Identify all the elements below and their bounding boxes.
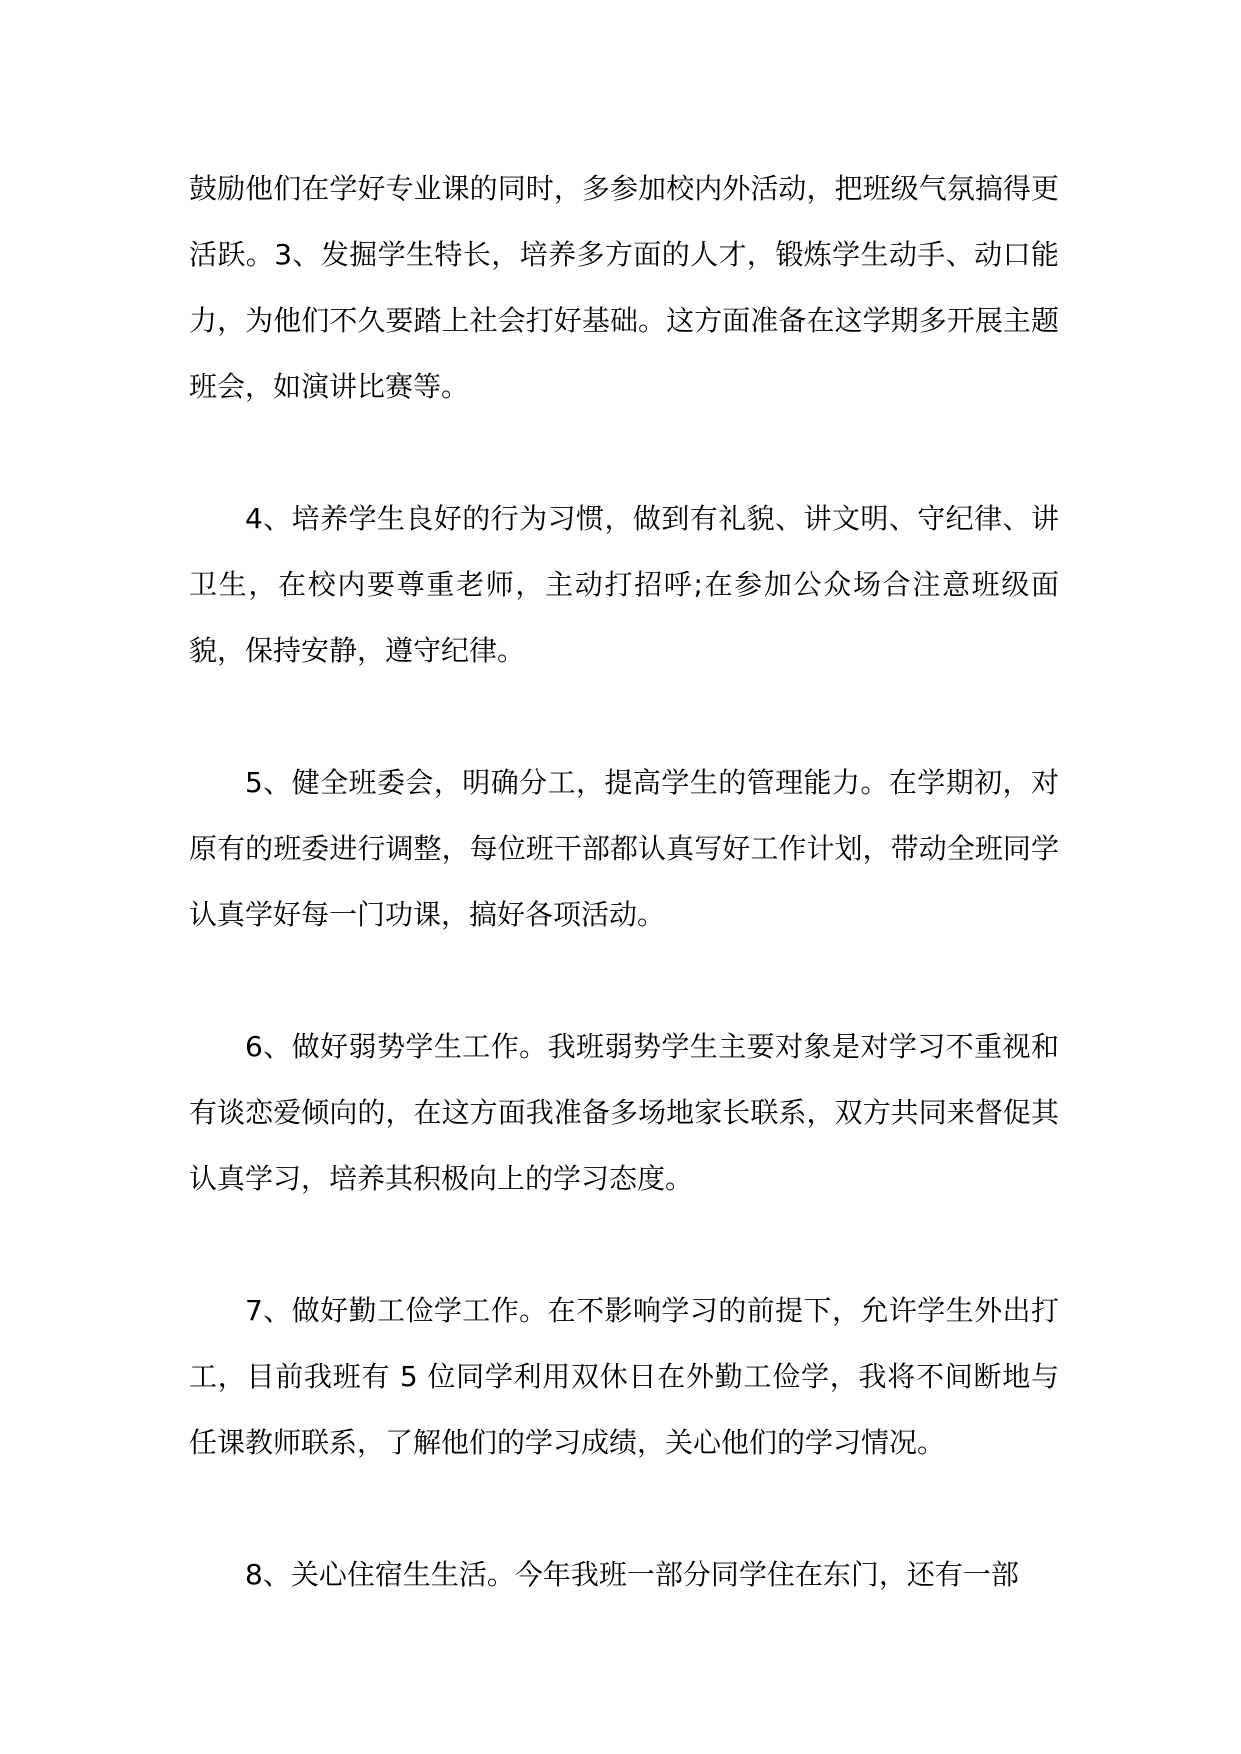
document-body	[189, 156, 1059, 1608]
paragraph-item-5: 5、健全班委会，明确分工，提高学生的管理能力。在学期初，对原有的班委进行调整，每位班干部都认真写好工作计划，带动全班同学认真学好每一门功课，搞好各项活动。	[189, 766, 1059, 931]
paragraph-item-4: 4、培养学生良好的行为习惯，做到有礼貌、讲文明、守纪律、讲卫生，在校内要尊重老师，主动打招呼;在参加公众场合注意班级面貌，保持安静，遵守纪律。	[189, 502, 1059, 667]
paragraph-item-8: 8、关心住宿生生活。今年我班一部分同学住在东门，还有一部	[245, 1558, 1019, 1591]
paragraph-item-7: 7、做好勤工俭学工作。在不影响学习的前提下，允许学生外出打工，目前我班有 5 位同学利用双休日在外勤工俭学，我将不间断地与任课教师联系，了解他们的学习成绩，关心他们的学习情况。	[189, 1294, 1059, 1459]
paragraph-continuation: 鼓励他们在学好专业课的同时，多参加校内外活动，把班级气氛搞得更活跃。3、发掘学生特长，培养多方面的人才，锻炼学生动手、动口能力，为他们不久要踏上社会打好基础。这方面准备在这学期多开展主题班会，如演讲比赛等。	[189, 172, 1059, 403]
paragraph-item-6: 6、做好弱势学生工作。我班弱势学生主要对象是对学习不重视和有谈恋爱倾向的，在这方面我准备多场地家长联系，双方共同来督促其认真学习，培养其积极向上的学习态度。	[189, 1030, 1059, 1195]
